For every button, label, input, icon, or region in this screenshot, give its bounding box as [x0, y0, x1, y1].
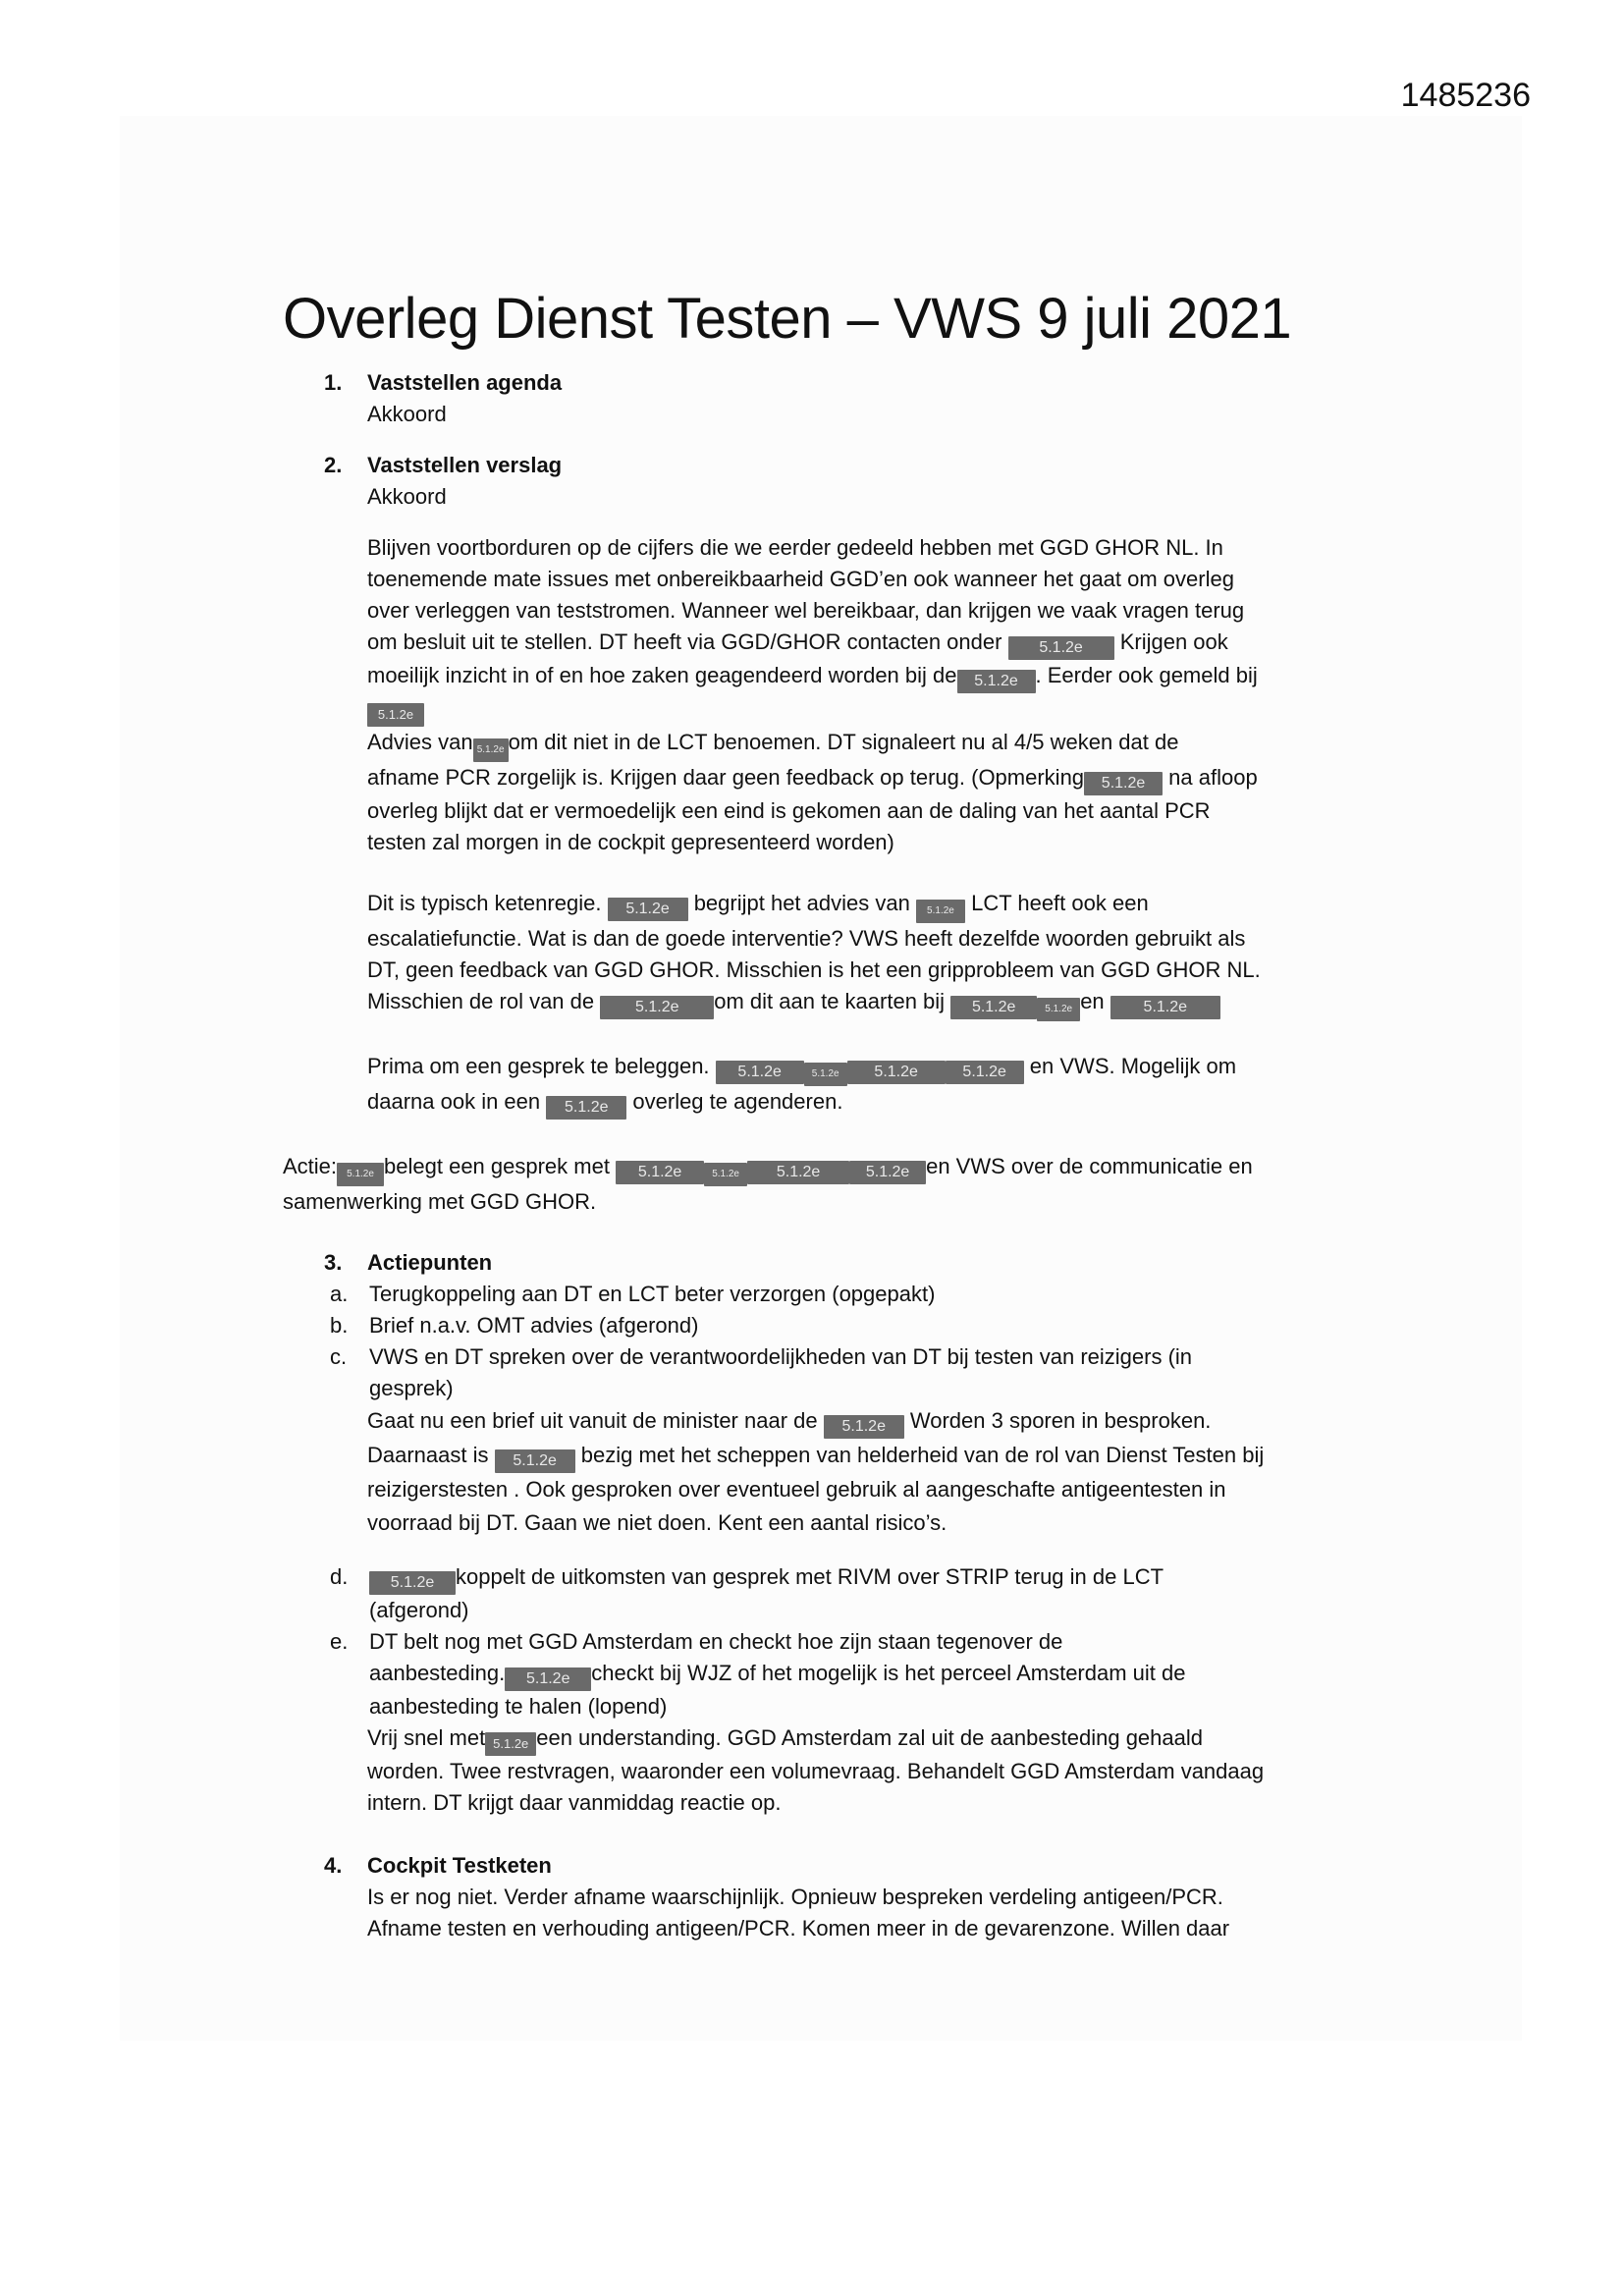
section-vaststellen-verslag: [283, 450, 1363, 1120]
section-number: 4.: [324, 1852, 343, 1878]
paragraph: [367, 1051, 1363, 1120]
document-title: Overleg Dienst Testen – VWS 9 juli 2021: [283, 287, 1292, 351]
text-line: reizigerstesten . Ook gesproken over eventueel gebruik al aangeschafte antigeentesten in: [367, 1476, 1226, 1502]
document-body: [283, 285, 1363, 1944]
document-id: 1485236: [1400, 77, 1531, 114]
section-heading: Vaststellen agenda: [367, 369, 563, 395]
redaction-box: 5.1.2e: [608, 898, 688, 921]
section-cockpit-testketen: [283, 1850, 1363, 1944]
text-line: Daarnaast is 5.1.2e bezig met het scheppen van helderheid van de rol van Dienst Testen bij: [367, 1439, 1363, 1473]
redaction-box: 5.1.2e: [847, 1061, 946, 1084]
redaction-box: 5.1.2e: [1008, 636, 1114, 660]
redaction-box: 5.1.2e: [546, 1096, 626, 1120]
text-line: Afname testen en verhouding antigeen/PCR. Komen meer in de gevarenzone. Willen daar: [367, 1915, 1230, 1941]
redaction-box: 5.1.2e: [916, 900, 965, 923]
list-item: d. 5.1.2e koppelt de uitkomsten van gesprek met RIVM over STRIP terug in de LCT (afgerond): [330, 1563, 1164, 1622]
redaction-box: 5.1.2e: [495, 1449, 575, 1473]
section-number: 3.: [324, 1249, 343, 1275]
section-number: 1.: [324, 369, 343, 395]
redaction-box: 5.1.2e: [1084, 772, 1163, 795]
paragraph: [367, 1722, 1363, 1819]
text-line: [367, 693, 1363, 727]
redaction-box: 5.1.2e: [957, 670, 1036, 693]
list-item: e. DT belt nog met GGD Amsterdam en checkt hoe zijn staan tegenover de aanbesteding. 5.1.2e checkt bij WJZ of het mogelijk is het perceel Amsterdam uit de aanbesteding te halen (lopend): [330, 1628, 1186, 1719]
redaction-box: 5.1.2e: [505, 1667, 591, 1691]
text-line: overleg blijkt dat er vermoedelijk een eind is gekomen aan de daling van het aantal PCR: [367, 797, 1211, 823]
redaction-box: 5.1.2e: [1037, 998, 1080, 1021]
text-line: escalatiefunctie. Wat is dan de goede interventie? VWS heeft dezelfde woorden gebruikt als: [367, 925, 1246, 951]
paragraph: [367, 1404, 1363, 1540]
section-heading: Actiepunten: [367, 1249, 493, 1275]
paragraph: [367, 888, 1363, 1021]
redaction-box: 5.1.2e: [485, 1732, 536, 1756]
list-item: b. Brief n.a.v. OMT advies (afgerond): [330, 1312, 699, 1338]
list-item: c. VWS en DT spreken over de verantwoordelijkheden van DT bij testen van reizigers (in gesprek): [330, 1343, 1193, 1400]
text-line: daarna ook in een 5.1.2e overleg te agenderen.: [367, 1086, 1363, 1120]
text-line: Prima om een gesprek te beleggen. 5.1.2e 5.1.2e 5.1.2e 5.1.2e en VWS. Mogelijk om: [367, 1051, 1363, 1086]
redaction-box: 5.1.2e: [616, 1161, 704, 1184]
section-vaststellen-agenda: [283, 367, 1363, 430]
section-heading: Vaststellen verslag: [367, 452, 563, 477]
text-line: Misschien de rol van de 5.1.2e om dit aan te kaarten bij 5.1.2e 5.1.2e en 5.1.2e: [367, 986, 1363, 1021]
redaction-box: 5.1.2e: [600, 996, 714, 1019]
text-line: over verleggen van teststromen. Wanneer wel bereikbaar, dan krijgen we vaak vragen terug: [367, 597, 1245, 623]
redaction-box: 5.1.2e: [337, 1163, 384, 1186]
text-line: samenwerking met GGD GHOR.: [283, 1188, 597, 1214]
text-line: Is er nog niet. Verder afname waarschijnlijk. Opnieuw bespreken verdeling antigeen/PCR.: [367, 1884, 1223, 1909]
paragraph: [367, 532, 1363, 858]
section-actiepunten: [283, 1247, 1363, 1819]
text-line: Vrij snel met 5.1.2e een understanding. GGD Amsterdam zal uit de aanbesteding gehaald: [367, 1722, 1363, 1756]
section-number: 2.: [324, 452, 343, 477]
section-text: Akkoord: [367, 483, 447, 509]
list-item: a. Terugkoppeling aan DT en LCT beter verzorgen (opgepakt): [330, 1281, 936, 1306]
text-line: Actie: 5.1.2e belegt een gesprek met 5.1.2e 5.1.2e 5.1.2e 5.1.2e en VWS over de communicatie en: [283, 1151, 1382, 1186]
text-line: DT, geen feedback van GGD GHOR. Misschien is het een gripprobleem van GGD GHOR NL.: [367, 957, 1261, 982]
redaction-box: 5.1.2e: [804, 1063, 847, 1086]
text-line: Advies van 5.1.2e om dit niet in de LCT benoemen. DT signaleert nu al 4/5 weken dat de: [367, 727, 1363, 762]
action-list: [283, 1561, 1363, 1722]
text-line: voorraad bij DT. Gaan we niet doen. Kent een aantal risico’s.: [367, 1509, 947, 1535]
redaction-box: 5.1.2e: [946, 1061, 1024, 1084]
text-line: afname PCR zorgelijk is. Krijgen daar geen feedback op terug. (Opmerking 5.1.2e na afloop: [367, 762, 1363, 795]
text-line: moeilijk inzicht in of en hoe zaken geagendeerd worden bij de 5.1.2e . Eerder ook gemeld bij: [367, 660, 1363, 693]
text-line: worden. Twee restvragen, waaronder een volumevraag. Behandelt GGD Amsterdam vandaag: [367, 1758, 1265, 1783]
redaction-box: 5.1.2e: [747, 1161, 849, 1184]
redaction-box: 5.1.2e: [473, 738, 509, 762]
section-heading: Cockpit Testketen: [367, 1852, 552, 1878]
section-text: Akkoord: [367, 401, 447, 426]
redaction-box: 5.1.2e: [849, 1161, 926, 1184]
text-line: Gaat nu een brief uit vanuit de minister naar de 5.1.2e Worden 3 sporen in besproken.: [367, 1404, 1363, 1439]
redaction-box: 5.1.2e: [367, 703, 424, 727]
redaction-box: 5.1.2e: [369, 1571, 456, 1595]
text-line: testen zal morgen in de cockpit gepresenteerd worden): [367, 829, 894, 854]
redaction-box: 5.1.2e: [824, 1415, 904, 1439]
text-line: Blijven voortborduren op de cijfers die we eerder gedeeld hebben met GGD GHOR NL. In: [367, 534, 1223, 560]
redaction-box: 5.1.2e: [1110, 996, 1220, 1019]
redaction-box: 5.1.2e: [704, 1163, 747, 1186]
text-line: om besluit uit te stellen. DT heeft via GGD/GHOR contacten onder 5.1.2e Krijgen ook: [367, 627, 1363, 660]
text-line: Dit is typisch ketenregie. 5.1.2e begrijpt het advies van 5.1.2e LCT heeft ook een: [367, 888, 1363, 923]
action-paragraph: [283, 1151, 1382, 1218]
action-list: [283, 1279, 1363, 1404]
redaction-box: 5.1.2e: [950, 996, 1037, 1019]
text-line: intern. DT krijgt daar vanmiddag reactie op.: [367, 1789, 782, 1815]
text-line: toenemende mate issues met onbereikbaarheid GGD’en ook wanneer het gaat om overleg: [367, 566, 1234, 591]
redaction-box: 5.1.2e: [716, 1061, 804, 1084]
